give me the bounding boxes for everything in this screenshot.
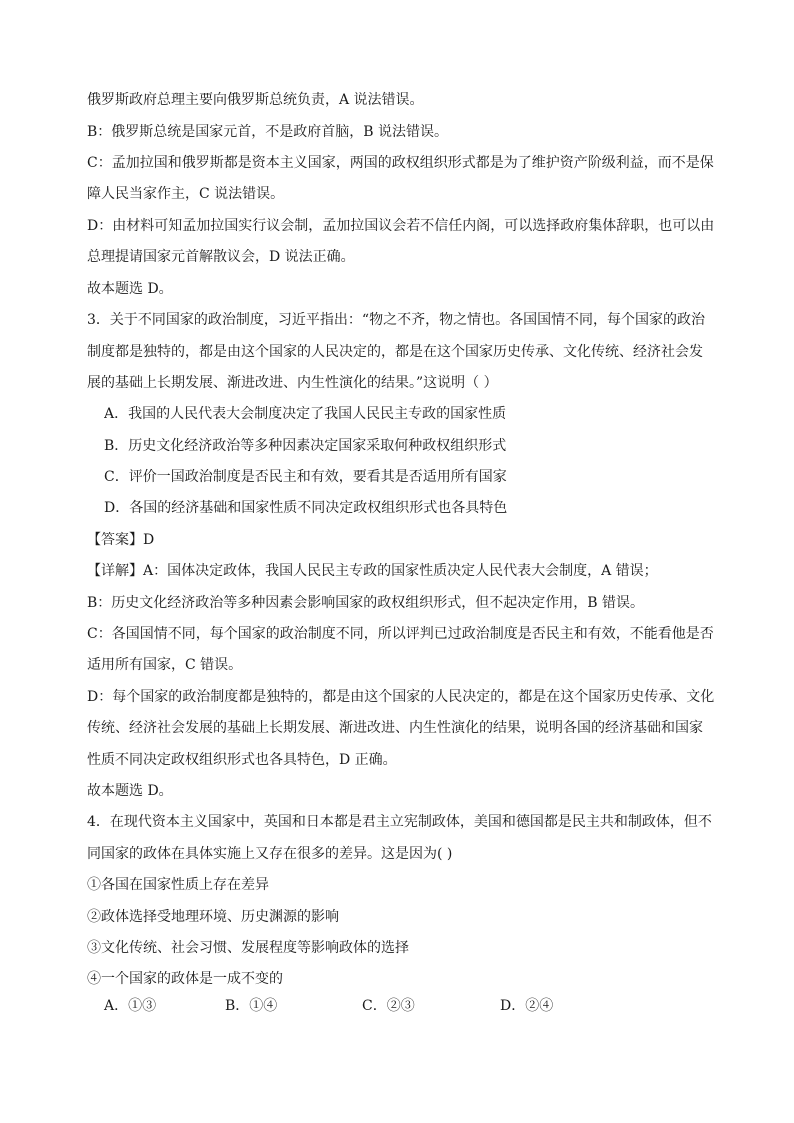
text-line: C．评价一国政治制度是否民主和有效，要看其是否适用所有国家 — [104, 469, 507, 485]
text-line: 4．在现代资本主义国家中，英国和日本都是君主立宪制政体，美国和德国都是民主共和制政体，但不 — [87, 814, 712, 830]
text-line: ②政体选择受地理环境、历史渊源的影响 — [87, 909, 339, 925]
choice-b: B．①④ — [225, 998, 278, 1014]
text-line: 【答案】D — [87, 532, 155, 548]
choice-c: C．②③ — [362, 998, 415, 1014]
answer-choices-q4 — [104, 996, 664, 1016]
text-line: A．我国的人民代表大会制度决定了我国人民民主专政的国家性质 — [104, 406, 507, 422]
text-line: 故本题选 D。 — [87, 783, 173, 799]
text-line: 故本题选 D。 — [87, 281, 173, 297]
text-line: B：历史文化经济政治等多种因素会影响国家的政权组织形式，但不起决定作用，B 错误。 — [87, 595, 645, 611]
text-line: ③文化传统、社会习惯、发展程度等影响政体的选择 — [87, 940, 409, 956]
text-line: 3．关于不同国家的政治制度，习近平指出：“物之不齐，物之情也。各国国情不同，每个国家的政治 — [87, 312, 706, 328]
text-line: B：俄罗斯总统是国家元首，不是政府首脑，B 说法错误。 — [87, 124, 449, 140]
text-line: C：各国国情不同，每个国家的政治制度不同，所以评判已过政治制度是否民主和有效，不能看他是否 — [87, 626, 714, 642]
text-line: 适用所有国家，C 错误。 — [87, 657, 243, 673]
text-line: 障人民当家作主，C 说法错误。 — [87, 186, 285, 202]
text-line: 同国家的政体在具体实施上又存在很多的差异。这是因为( ) — [87, 846, 453, 862]
text-line: 总理提请国家元首解散议会，D 说法正确。 — [87, 249, 355, 265]
text-line: 性质不同决定政权组织形式也各具特色，D 正确。 — [87, 752, 397, 768]
text-line: B．历史文化经济政治等多种因素决定国家采取何种政权组织形式 — [104, 438, 507, 454]
text-line: D：每个国家的政治制度都是独特的，都是由这个国家的人民决定的，都是在这个国家历史传承、文化 — [87, 689, 715, 705]
text-line: C：孟加拉国和俄罗斯都是资本主义国家，两国的政权组织形式都是为了维护资产阶级利益，而不是保 — [87, 155, 714, 171]
text-line: 传统、经济社会发展的基础上长期发展、渐进改进、内生性演化的结果，说明各国的经济基础和国家 — [87, 720, 703, 736]
text-line: ①各国在国家性质上存在差异 — [87, 877, 269, 893]
text-line: 俄罗斯政府总理主要向俄罗斯总统负责，A 说法错误。 — [87, 92, 424, 108]
text-line: 展的基础上长期发展、渐进改进、内生性演化的结果。”这说明（ ） — [87, 375, 498, 391]
text-line: ④一个国家的政体是一成不变的 — [87, 971, 283, 987]
text-line: D．各国的经济基础和国家性质不同决定政权组织形式也各具特色 — [104, 500, 508, 516]
text-line: D：由材料可知孟加拉国实行议会制，孟加拉国议会若不信任内阁，可以选择政府集体辞职，也可以由 — [87, 218, 715, 234]
choice-d: D．②④ — [500, 998, 554, 1014]
text-line: 【详解】A：国体决定政体，我国人民民主专政的国家性质决定人民代表大会制度，A 错误； — [87, 563, 658, 579]
text-line: 制度都是独特的，都是由这个国家的人民决定的，都是在这个国家历史传承、文化传统、经济社会发 — [87, 344, 703, 360]
choice-a: A．①③ — [104, 998, 157, 1014]
